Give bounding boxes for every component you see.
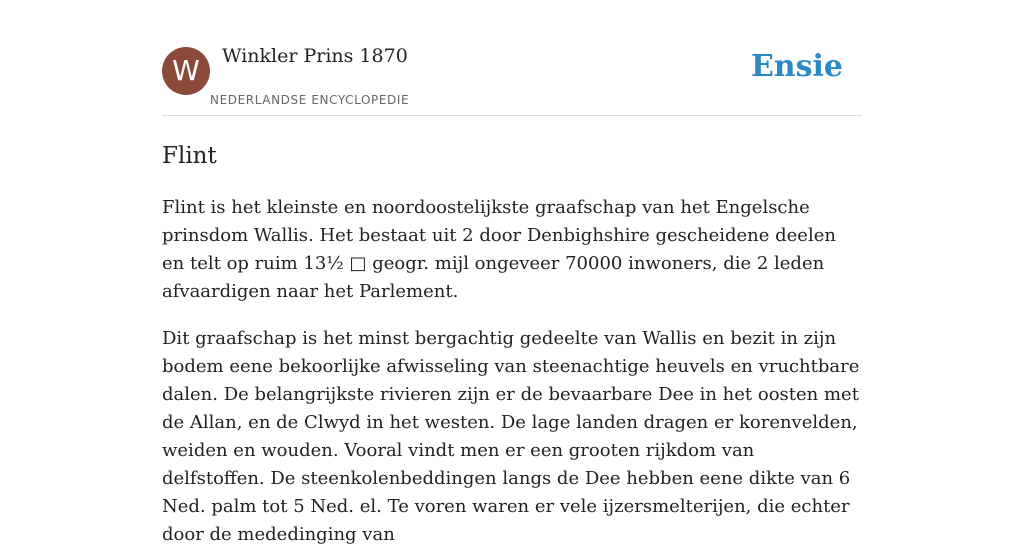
- source-title[interactable]: Winkler Prins 1870: [222, 45, 408, 67]
- article-title: Flint: [162, 143, 217, 169]
- ensie-logo[interactable]: Ensie: [750, 49, 843, 84]
- source-avatar[interactable]: W: [162, 47, 210, 95]
- header: [162, 0, 862, 116]
- article-paragraph: Flint is het kleinste en noordoostelijkste graafschap van het Engelsche prinsdom Wallis. Het bestaat uit 2 door Denbighshire gescheidene deelen en telt op ruim 13½ □ geogr. mijl ongeveer 70000 inwoners, die 2 leden afvaardigen naar het Parlement.: [162, 197, 836, 302]
- article-paragraph: Dit graafschap is het minst bergachtig gedeelte van Wallis en bezit in zijn bodem eene bekoorlijke afwisseling van steenachtige heuvels en vruchtbare dalen. De belangrijkste rivieren zijn er de bevaarbare Dee in het oosten met de Allan, en de Clwyd in het westen. De lage landen dragen er korenvelden, weiden en wouden. Vooral vindt men er een grooten rijkdom van delfstoffen. De steenkolenbeddingen langs de Dee hebben eene dikte van 6 Ned. palm tot 5 Ned. el. Te voren waren er vele ijzersmelterijen, die echter door de mededinging van: [162, 328, 860, 545]
- source-subtitle: NEDERLANDSE ENCYCLOPEDIE: [210, 93, 410, 107]
- content-container: [162, 0, 862, 549]
